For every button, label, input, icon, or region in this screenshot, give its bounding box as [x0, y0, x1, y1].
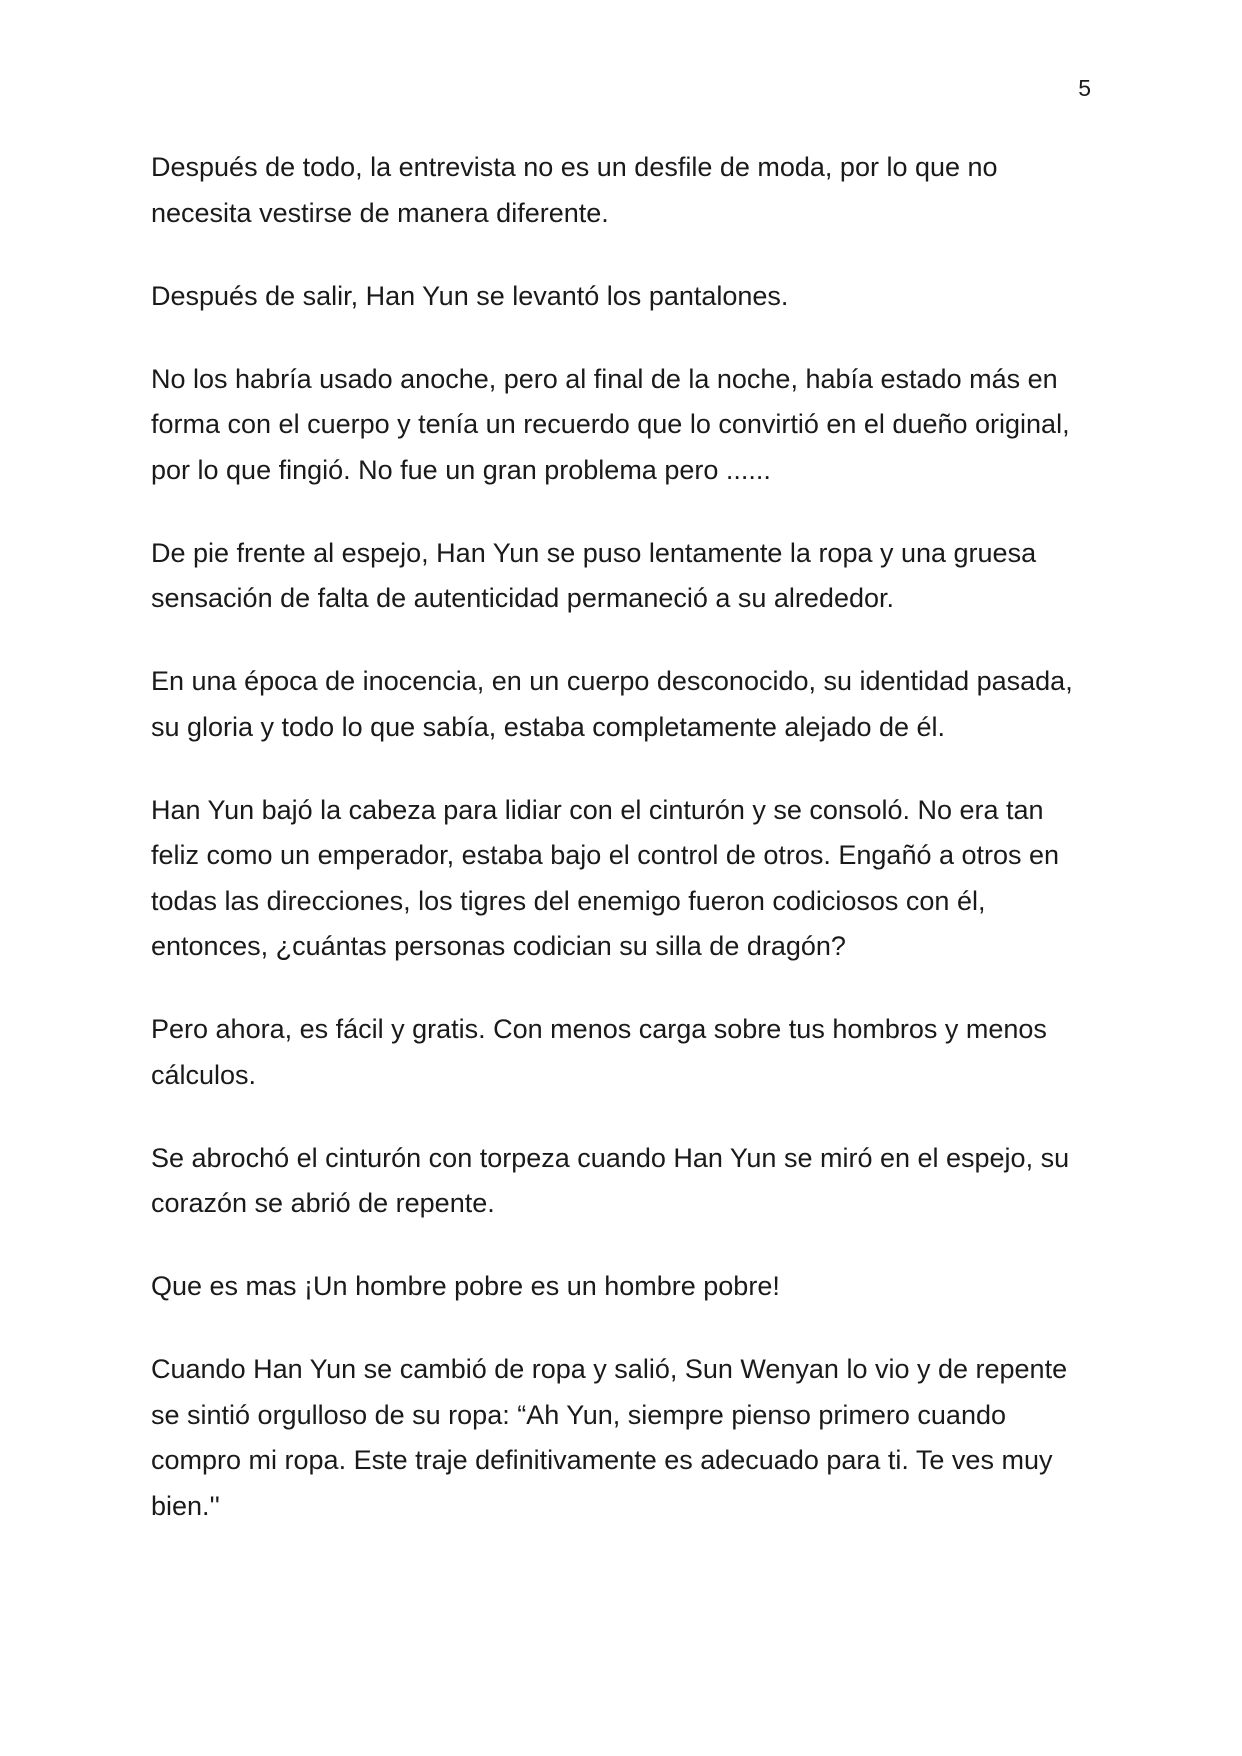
body-text: [151, 145, 1091, 1567]
paragraph-7: Pero ahora, es fácil y gratis. Con menos carga sobre tus hombros y menos cálculos.: [151, 1014, 1047, 1090]
page-number: 5: [1078, 75, 1091, 101]
paragraph-9: Que es mas ¡Un hombre pobre es un hombre pobre!: [151, 1271, 780, 1301]
paragraph-2: Después de salir, Han Yun se levantó los pantalones.: [151, 280, 789, 311]
paragraph-5: En una época de inocencia, en un cuerpo desconocido, su identidad pasada, su gloria y todo lo que sabía, estaba completamente alejado de él.: [151, 666, 1073, 742]
paragraph-1: Después de todo, la entrevista no es un desfile de moda, por lo que no necesita vestirse de manera diferente.: [151, 152, 998, 228]
paragraph-4: De pie frente al espejo, Han Yun se puso lentamente la ropa y una gruesa sensación de falta de autenticidad permaneció a su alrededor.: [151, 537, 1037, 613]
paragraph-10: Cuando Han Yun se cambió de ropa y salió, Sun Wenyan lo vio y de repente se sintió orgulloso de su ropa: “Ah Yun, siempre pienso primero cuando compro mi ropa. Este traje definitivamente es adecuado para ti. Te ves muy bien.'': [151, 1354, 1068, 1521]
paragraph-6: Han Yun bajó la cabeza para lidiar con el cinturón y se consoló. No era tan feliz como un emperador, estaba bajo el control de otros. Engañó a otros en todas las direcciones, los tigres del enemigo fueron codiciosos con él, entonces, ¿cuántas personas codician su silla de dragón?: [151, 794, 1060, 961]
paragraph-8: Se abrochó el cinturón con torpeza cuando Han Yun se miró en el espejo, su corazón se abrió de repente.: [151, 1142, 1070, 1218]
paragraph-3: No los habría usado anoche, pero al final de la noche, había estado más en forma con el cuerpo y tenía un recuerdo que lo convirtió en el dueño original, por lo que fingió. No fue un gran problema pero ......: [151, 363, 1070, 485]
